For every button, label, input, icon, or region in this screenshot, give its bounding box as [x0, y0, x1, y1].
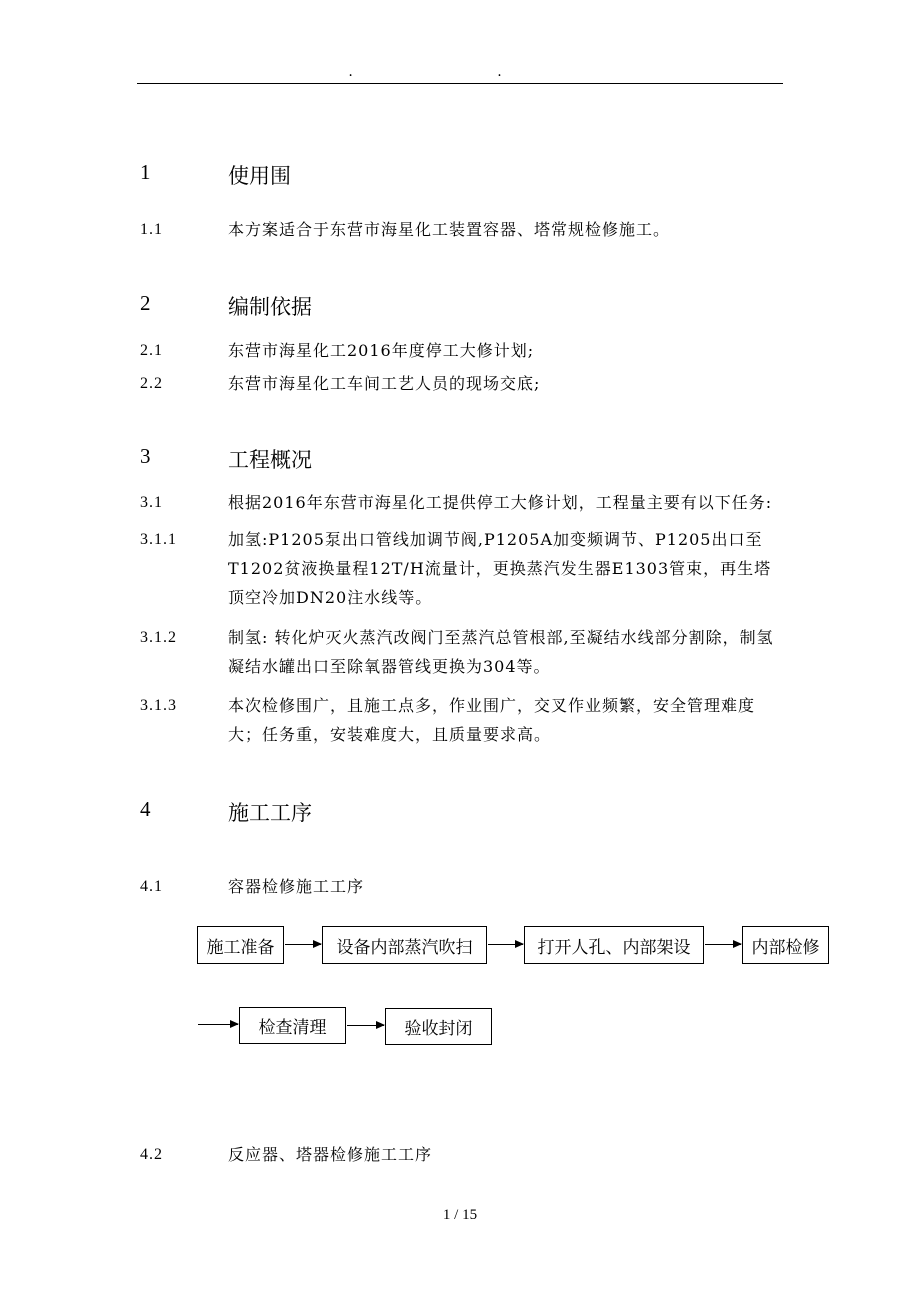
- section-title: 编制依据: [228, 295, 312, 319]
- header-dots: . .: [348, 64, 572, 80]
- flow-step-internal-repair: 内部检修: [742, 926, 829, 964]
- flow-step-prepare: 施工准备: [197, 926, 284, 964]
- flow-arrow: [705, 944, 741, 945]
- flow-step-inspect-clean: 检查清理: [239, 1007, 346, 1044]
- clause-number: 1.1: [140, 221, 163, 238]
- section-title: 工程概况: [228, 448, 312, 472]
- clause-text: 根据2016年东营市海星化工提供停工大修计划，工程量主要有以下任务:: [228, 493, 773, 512]
- section-title: 施工工序: [228, 801, 312, 825]
- clause-number: 2.1: [140, 342, 163, 359]
- flow-arrow: [488, 944, 523, 945]
- clause-number: 3.1.3: [140, 697, 177, 714]
- clause-number: 2.2: [140, 375, 163, 392]
- clause-number: 4.2: [140, 1146, 163, 1163]
- section-number: 4: [140, 797, 151, 821]
- clause-text: 本次检修围广，且施工点多，作业围广，交叉作业频繁，安全管理难度大；任务重，安装难度大，且质量要求高。: [228, 696, 756, 744]
- clause-number: 3.1: [140, 494, 163, 511]
- page-number: 1 / 15: [442, 1207, 478, 1223]
- clause-text: 东营市海星化工2016年度停工大修计划;: [228, 341, 535, 360]
- flow-step-steam-purge: 设备内部蒸汽吹扫: [322, 926, 487, 964]
- section-number: 3: [140, 444, 151, 468]
- section-title: 使用围: [228, 164, 291, 188]
- clause-number: 3.1.1: [140, 531, 177, 548]
- clause-text: 本方案适合于东营市海星化工装置容器、塔常规检修施工。: [228, 220, 671, 239]
- header-rule: [137, 83, 783, 84]
- section-number: 1: [140, 160, 151, 184]
- flow-arrow: [198, 1024, 238, 1025]
- clause-text: 制氢: 转化炉灭火蒸汽改阀门至蒸汽总管根部,至凝结水线部分割除，制氢凝结水罐出口至除氧器管线更换为304等。: [228, 628, 774, 676]
- clause-number: 4.1: [140, 878, 163, 895]
- flow-arrow: [347, 1025, 384, 1026]
- clause-text: 加氢:P1205泵出口管线加调节阀,P1205A加变频调节、P1205出口至T1202贫液换量程12T/H流量计，更换蒸汽发生器E1303管束，再生塔顶空冷加DN20注水线等。: [228, 530, 772, 607]
- flow-arrow: [285, 944, 321, 945]
- clause-text: 反应器、塔器检修施工工序: [228, 1145, 433, 1164]
- clause-number: 3.1.2: [140, 629, 177, 646]
- flow-step-accept-seal: 验收封闭: [385, 1008, 492, 1045]
- section-number: 2: [140, 291, 151, 315]
- clause-text: 东营市海星化工车间工艺人员的现场交底;: [228, 374, 541, 393]
- flow-step-open-manhole: 打开人孔、内部架设: [524, 926, 704, 964]
- clause-text: 容器检修施工工序: [228, 877, 365, 896]
